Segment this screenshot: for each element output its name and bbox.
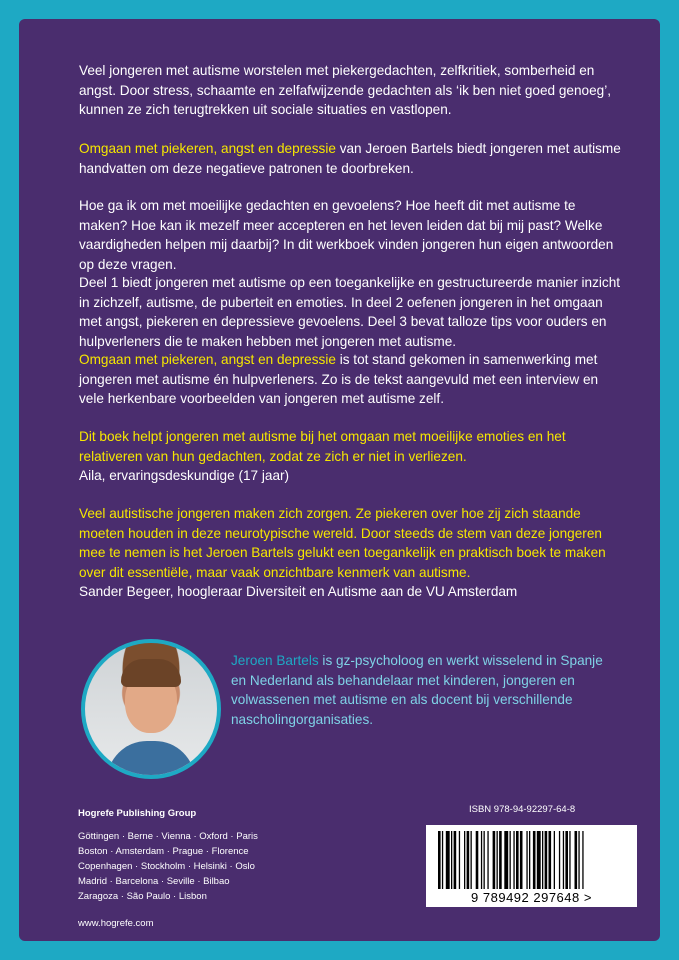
parts-text: Deel 1 biedt jongeren met autisme op een toegankelijke en gestructureerde manier inzicht in zichzelf, autisme, de puberteit en emoties. In deel 2 oefenen jongeren in het omgaan met angst, piekeren en depressieve gevoelens. Deel 3 bevat talloze tips voor ouders en hulpverleners die te maken hebben met jongeren met autisme. <box>79 275 621 349</box>
barcode-bars <box>426 825 637 891</box>
quote-aila <box>79 427 624 486</box>
publisher-name: Hogrefe Publishing Group <box>78 808 197 819</box>
publisher-cities: Zaragoza · São Paulo · Lisbon <box>78 891 207 902</box>
author-bio-text: is gz-psycholoog en werkt wisselend in Spanje en Nederland als behandelaar met kinderen, jongeren en volwassenen met autisme en als docent bij verschillende nascholingorganisaties. <box>231 653 603 727</box>
questions-paragraph <box>79 196 624 274</box>
barcode <box>426 825 637 907</box>
author-photo <box>81 639 221 779</box>
author-bio <box>231 651 621 729</box>
author-photo-hair <box>121 659 181 687</box>
intro-text: Veel jongeren met autisme worstelen met piekergedachten, zelfkritiek, somberheid en angst. Door stress, schaamte en zelfafwijzende gedachten als ‘ik ben niet goed genoeg’, kunnen ze zich terugtrekken uit sociale situaties en vastlopen. <box>79 63 611 117</box>
publisher-cities: Boston · Amsterdam · Prague · Florence <box>78 846 249 857</box>
quote-aila-attribution: Aila, ervaringsdeskundige (17 jaar) <box>79 468 290 483</box>
quote-begeer <box>79 504 624 602</box>
collaboration-title-highlight: Omgaan met piekeren, angst en depressie <box>79 352 336 367</box>
quote-begeer-text: Veel autistische jongeren maken zich zorgen. Ze piekeren over hoe zij zich staande moeten houden in deze neurotypische wereld. Door steeds de stem van deze jongeren mee te nemen is het Jeroen Bartels gelukt een toegankelijk en praktisch boek te maken over dit essentiële, maar vaak onzichtbare kenmerk van autisme. <box>79 506 606 580</box>
quote-aila-text: Dit boek helpt jongeren met autisme bij het omgaan met moeilijke emoties en het relativeren van hun gedachten, zodat ze zich er niet in verliezen. <box>79 429 566 464</box>
book-title-paragraph <box>79 139 624 178</box>
publisher-block <box>78 806 298 931</box>
publisher-cities: Göttingen · Berne · Vienna · Oxford · Paris <box>78 831 258 842</box>
book-title-rest: van Jeroen Bartels biedt jongeren met autisme handvatten om deze negatieve patronen te doorbreken. <box>79 141 621 176</box>
author-name: Jeroen Bartels <box>231 653 319 668</box>
author-photo-shirt <box>107 741 195 779</box>
quote-begeer-attribution: Sander Begeer, hoogleraar Diversiteit en Autisme aan de VU Amsterdam <box>79 584 518 599</box>
publisher-website: www.hogrefe.com <box>78 918 154 929</box>
back-cover <box>19 19 660 941</box>
questions-text: Hoe ga ik om met moeilijke gedachten en gevoelens? Hoe heeft dit met autisme te maken? Hoe kan ik mezelf meer accepteren en het leven leiden dat bij mij past? Welke vaardigheden helpen mij daarbij? In dit werkboek vinden jongeren hun eigen antwoorden op deze vragen. <box>79 198 614 272</box>
parts-paragraph <box>79 273 624 351</box>
barcode-digits: 9 789492 297648 > <box>471 890 592 905</box>
book-title-highlight: Omgaan met piekeren, angst en depressie <box>79 141 336 156</box>
collaboration-rest: is tot stand gekomen in samenwerking met jongeren met autisme én hulpverleners. Zo is de tekst aangevuld met een interview en vele herkenbare voorbeelden van jongeren met autisme zelf. <box>79 352 599 406</box>
isbn-label: ISBN 978-94-92297-64-8 <box>469 804 576 815</box>
publisher-cities: Copenhagen · Stockholm · Helsinki · Oslo <box>78 861 255 872</box>
publisher-cities: Madrid · Barcelona · Seville · Bilbao <box>78 876 230 887</box>
intro-paragraph <box>79 61 624 120</box>
collaboration-paragraph <box>79 350 624 409</box>
